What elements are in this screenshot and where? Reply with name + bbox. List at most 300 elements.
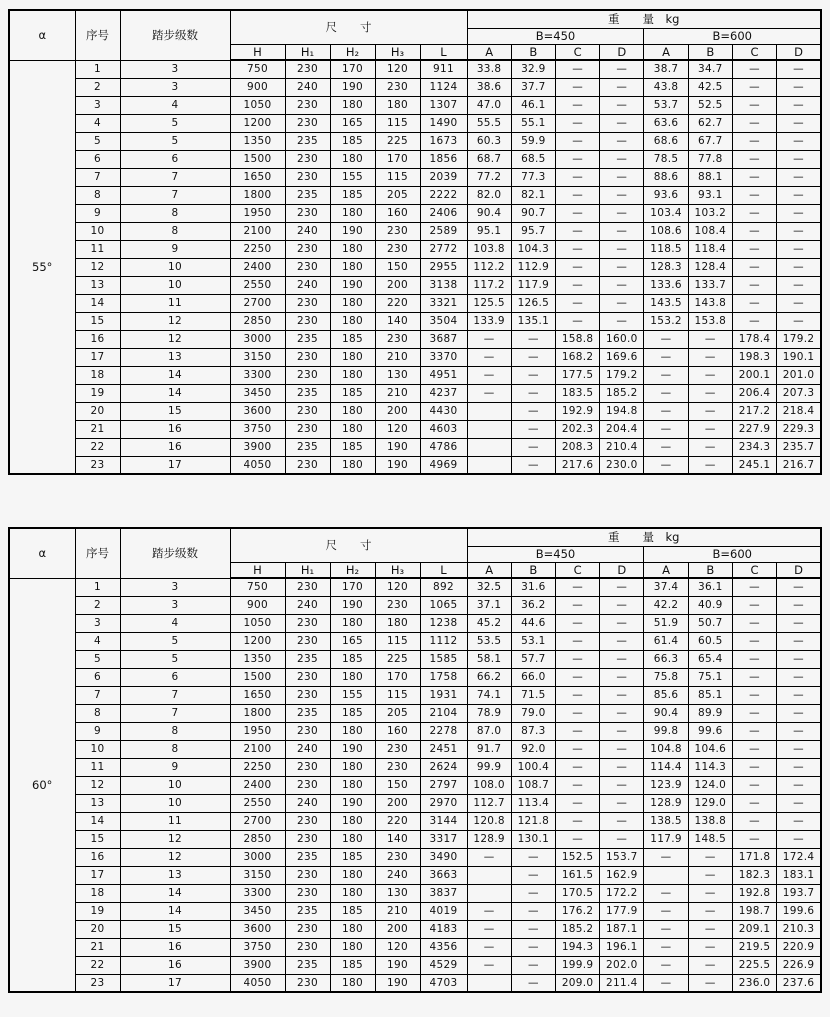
cell: 32.5 [467,578,511,596]
cell: 15 [120,402,230,420]
cell: 108.4 [688,222,732,240]
cell: 180 [330,402,375,420]
cell: 77.2 [467,168,511,186]
cell: 2222 [420,186,467,204]
cell: 2550 [230,794,285,812]
cell: 235 [285,848,330,866]
cell: 185 [330,956,375,974]
cell: — [688,920,732,938]
cell: 4603 [420,420,467,438]
cell: 230 [375,240,420,258]
cell: 3750 [230,420,285,438]
cell: 217.2 [732,402,776,420]
cell: — [555,276,599,294]
cell: 128.3 [644,258,688,276]
cell: 176.2 [555,902,599,920]
cell: 8 [75,186,120,204]
cell: 12 [75,776,120,794]
cell: 7 [120,704,230,722]
cell: 112.2 [467,258,511,276]
cell: 235 [285,902,330,920]
cell: — [600,830,644,848]
cell: 6 [120,150,230,168]
cell: 1650 [230,168,285,186]
cell: — [777,258,821,276]
cell: 182.3 [732,866,776,884]
cell: 3900 [230,438,285,456]
cell: 170 [375,150,420,168]
table-row [9,902,821,920]
cell: 234.3 [732,438,776,456]
cell: 220 [375,812,420,830]
cell: 230 [375,740,420,758]
cell: 66.0 [511,668,555,686]
cell: 245.1 [732,456,776,474]
cell: 93.1 [688,186,732,204]
cell: 230 [285,812,330,830]
cell: 38.6 [467,78,511,96]
cell: — [467,384,511,402]
cell: 230 [375,222,420,240]
cell: 8 [120,740,230,758]
cell: 18 [75,366,120,384]
cell: 10 [120,794,230,812]
cell: 16 [120,938,230,956]
cell: — [600,240,644,258]
col-header-b450-A: A [467,562,511,578]
cell: 2100 [230,740,285,758]
cell: 59.9 [511,132,555,150]
cell: 211.4 [600,974,644,992]
table-row [9,402,821,420]
cell: 180 [330,920,375,938]
cell: 3450 [230,902,285,920]
alpha-value: 55° [9,60,75,474]
cell: 2104 [420,704,467,722]
cell: 2772 [420,240,467,258]
cell: 2700 [230,812,285,830]
cell: 143.8 [688,294,732,312]
cell: 194.3 [555,938,599,956]
cell: 892 [420,578,467,596]
cell: 68.6 [644,132,688,150]
cell: — [600,114,644,132]
cell: 19 [75,902,120,920]
cell: 170 [375,668,420,686]
cell: 165 [330,632,375,650]
cell: 21 [75,420,120,438]
cell: 1490 [420,114,467,132]
cell: 2451 [420,740,467,758]
cell: 14 [120,366,230,384]
cell: — [777,168,821,186]
cell: 3490 [420,848,467,866]
cell: 190 [330,222,375,240]
cell: 3 [75,614,120,632]
cell: 9 [120,240,230,258]
cell: — [555,794,599,812]
cell: 10 [120,776,230,794]
cell: 52.5 [688,96,732,114]
cell: 230 [285,420,330,438]
table-row [9,186,821,204]
cell: 88.1 [688,168,732,186]
cell: — [467,902,511,920]
cell: — [644,938,688,956]
cell: — [467,348,511,366]
cell [467,456,511,474]
group-header-weight: 重 量 kg [467,10,821,28]
cell: — [688,384,732,402]
cell: 125.5 [467,294,511,312]
cell: — [732,294,776,312]
cell [467,420,511,438]
cell: 180 [330,150,375,168]
table-row [9,830,821,848]
cell: 220.9 [777,938,821,956]
group-header-weight: 重 量 kg [467,528,821,546]
cell: 143.5 [644,294,688,312]
cell: 71.5 [511,686,555,704]
cell: — [511,456,555,474]
cell: 22 [75,956,120,974]
cell: — [600,222,644,240]
col-header-b450-B: B [511,562,555,578]
cell: — [644,848,688,866]
col-header-b450-C: C [555,562,599,578]
cell: 3 [75,96,120,114]
cell: — [555,740,599,758]
cell: 153.2 [644,312,688,330]
cell: 16 [120,438,230,456]
cell: 124.0 [688,776,732,794]
cell: 1200 [230,632,285,650]
cell: 183.5 [555,384,599,402]
cell: 4430 [420,402,467,420]
cell: 2250 [230,758,285,776]
cell: 36.1 [688,578,732,596]
cell: 190 [330,794,375,812]
cell: 123.9 [644,776,688,794]
table-row [9,294,821,312]
cell: 240 [285,222,330,240]
cell: — [688,420,732,438]
cell: 1350 [230,650,285,668]
spec-table-60 [8,527,822,993]
cell: 3321 [420,294,467,312]
cell: — [732,150,776,168]
cell: 14 [75,294,120,312]
cell: — [555,596,599,614]
cell: 230 [285,150,330,168]
cell: 10 [120,276,230,294]
cell: 1 [75,578,120,596]
cell: 240 [285,794,330,812]
cell: 2278 [420,722,467,740]
cell: 235.7 [777,438,821,456]
cell: 235 [285,704,330,722]
cell: 229.3 [777,420,821,438]
cell: 200 [375,920,420,938]
cell: 3600 [230,402,285,420]
cell: 185 [330,704,375,722]
cell: 230 [285,312,330,330]
cell: 130.1 [511,830,555,848]
cell: 58.1 [467,650,511,668]
cell: 177.9 [600,902,644,920]
cell: 4 [120,96,230,114]
cell: 2 [75,596,120,614]
cell: — [555,578,599,596]
cell: 6 [120,668,230,686]
cell: 2250 [230,240,285,258]
cell: 180 [330,204,375,222]
cell: 7 [120,186,230,204]
table-row [9,384,821,402]
cell: 7 [120,686,230,704]
cell: — [467,330,511,348]
cell: — [555,150,599,168]
cell: 227.9 [732,420,776,438]
cell: 230 [285,578,330,596]
cell: 235 [285,186,330,204]
cell: 1050 [230,96,285,114]
cell: 2589 [420,222,467,240]
cell: 13 [120,866,230,884]
cell: 153.7 [600,848,644,866]
cell: 128.9 [644,794,688,812]
cell: 12 [120,312,230,330]
cell: — [555,312,599,330]
cell: 74.1 [467,686,511,704]
cell: 750 [230,60,285,78]
cell [644,866,688,884]
cell: — [467,848,511,866]
cell: — [511,384,555,402]
cell: — [644,920,688,938]
cell: 180 [330,884,375,902]
col-header-H3: H₃ [375,562,420,578]
col-header-H2: H₂ [330,44,375,60]
cell: 180 [330,722,375,740]
table-row [9,794,821,812]
cell: — [600,312,644,330]
table-row [9,956,821,974]
cell: 155 [330,686,375,704]
col-header-b450-D: D [600,44,644,60]
cell: 185 [330,848,375,866]
cell: 12 [120,330,230,348]
cell: — [600,722,644,740]
cell: — [777,204,821,222]
cell: 155 [330,168,375,186]
cell: — [777,78,821,96]
cell: — [777,312,821,330]
table-row [9,222,821,240]
cell: — [555,168,599,186]
table-row [9,438,821,456]
table-row [9,704,821,722]
cell: — [511,420,555,438]
cell: 7 [75,168,120,186]
cell: 199.9 [555,956,599,974]
cell: 230 [285,668,330,686]
cell: 2850 [230,312,285,330]
table-header [9,528,821,578]
cell: 180 [330,938,375,956]
cell: — [555,78,599,96]
cell: — [732,276,776,294]
cell: 4 [120,614,230,632]
cell: — [555,258,599,276]
cell: 133.7 [688,276,732,294]
cell: 192.9 [555,402,599,420]
cell: 183.1 [777,866,821,884]
cell: 7 [120,168,230,186]
cell: 220 [375,294,420,312]
cell: — [644,420,688,438]
group-header-b600: B=600 [644,546,821,562]
cell: 179.2 [600,366,644,384]
cell: 185 [330,384,375,402]
cell: 43.8 [644,78,688,96]
cell [467,438,511,456]
cell: 120 [375,938,420,956]
cell: 20 [75,402,120,420]
cell: — [777,758,821,776]
cell: 192.8 [732,884,776,902]
table-row [9,578,821,596]
cell: — [688,974,732,992]
cell: — [600,776,644,794]
col-header-b600-C: C [732,562,776,578]
cell: 180 [330,366,375,384]
cell: — [644,956,688,974]
cell: 130 [375,366,420,384]
cell: 180 [330,96,375,114]
cell: 115 [375,632,420,650]
cell: 219.5 [732,938,776,956]
cell: 5 [120,114,230,132]
cell: 78.5 [644,150,688,168]
cell: 1112 [420,632,467,650]
cell: 99.9 [467,758,511,776]
table-row [9,132,821,150]
cell: 19 [75,384,120,402]
cell: 1200 [230,114,285,132]
cell: 3000 [230,848,285,866]
cell: 3450 [230,384,285,402]
cell: — [555,240,599,258]
cell: 57.7 [511,650,555,668]
cell: 160 [375,204,420,222]
cell: — [732,60,776,78]
cell: 1800 [230,704,285,722]
cell: 6 [75,150,120,168]
cell: 10 [75,222,120,240]
col-header-alpha: α [9,528,75,578]
cell: 190 [330,596,375,614]
cell: — [732,704,776,722]
cell: 79.0 [511,704,555,722]
cell: 10 [75,740,120,758]
cell: 1950 [230,204,285,222]
cell: 78.9 [467,704,511,722]
cell: 95.7 [511,222,555,240]
cell: 230 [285,60,330,78]
cell: 225 [375,132,420,150]
cell: 140 [375,312,420,330]
cell: 180 [330,312,375,330]
cell: — [555,632,599,650]
cell: 120.8 [467,812,511,830]
cell: 3687 [420,330,467,348]
cell: 4703 [420,974,467,992]
cell: 180 [330,614,375,632]
col-header-H3: H₃ [375,44,420,60]
cell: — [555,204,599,222]
cell: — [688,884,732,902]
cell: 5 [75,650,120,668]
cell: 230 [375,78,420,96]
col-header-b450-C: C [555,44,599,60]
cell: 190 [330,740,375,758]
cell: — [511,902,555,920]
cell: 180 [330,866,375,884]
cell: 4969 [420,456,467,474]
cell: 4529 [420,956,467,974]
cell: — [777,740,821,758]
cell: 8 [75,704,120,722]
cell: — [555,830,599,848]
cell: 160 [375,722,420,740]
cell: 23 [75,456,120,474]
cell: 66.2 [467,668,511,686]
cell: 210 [375,348,420,366]
col-header-b600-C: C [732,44,776,60]
cell: 133.9 [467,312,511,330]
cell: 17 [120,974,230,992]
cell: 202.3 [555,420,599,438]
cell: 51.9 [644,614,688,632]
cell: 5 [120,650,230,668]
cell: 16 [75,848,120,866]
cell: 235 [285,330,330,348]
cell: 1585 [420,650,467,668]
cell: 4183 [420,920,467,938]
cell: 117.9 [511,276,555,294]
cell: 4356 [420,938,467,956]
cell: 104.8 [644,740,688,758]
cell: — [555,668,599,686]
cell: 3300 [230,366,285,384]
cell: 180 [330,758,375,776]
cell: 185 [330,132,375,150]
cell: 6 [75,668,120,686]
cell: — [555,722,599,740]
cell: 38.7 [644,60,688,78]
cell: 10 [120,258,230,276]
cell: — [600,150,644,168]
cell: — [511,920,555,938]
cell: 16 [120,420,230,438]
table-row [9,366,821,384]
table-row [9,168,821,186]
table-row [9,848,821,866]
cell: 37.4 [644,578,688,596]
col-header-H1: H₁ [285,44,330,60]
cell: 3 [120,78,230,96]
